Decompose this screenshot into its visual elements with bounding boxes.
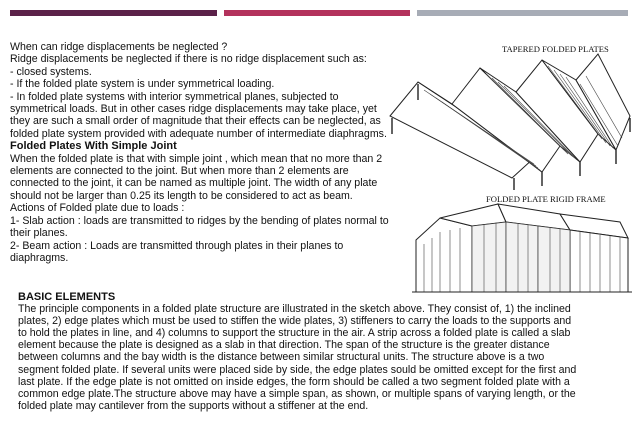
header-bar-middle [224,10,410,16]
tapered-folded-plates-caption: TAPERED FOLDED PLATES [502,44,609,54]
header-bar-right [417,10,628,16]
text-line: they are such a small order of magnitude that their effects can be neglected, as [10,115,381,128]
text-line: Ridge displacements be neglected if there is no ridge displacement such as: [10,53,367,66]
text-line: folded plate may cantilever from the supports without a stiffener at the end. [18,399,369,412]
text-line: last plate. If the edge plate is not omitted on inside edges, the form should be called a two segment folded plate with a [18,375,570,388]
text-line: 2- Beam action : Loads are transmitted through plates in their planes to [10,239,344,252]
text-line: symmetrical loads. But in other cases ridge displacements may take place, yet [10,103,377,116]
simple-joint-heading: Folded Plates With Simple Joint [10,140,177,153]
text-line: to hold the plates in line, and 4) columns to support the structure in the air. A strip across a folded plate is called a slab [18,327,571,340]
text-line: When the folded plate is that with simple joint , which mean that no more than 2 [10,152,383,165]
text-line: elements are connected to the joint. But when more than 2 elements are [10,165,349,178]
ridge-displacement-text [10,41,422,264]
basic-elements-section [18,291,632,412]
text-line: plates, 2) edge plates which must be used to stiffen the wide plates, 3) stiffeners to carry the loads to the supports and [18,315,572,328]
text-line: element because the plate is designed as a slab in that direction. The span of the structure is the greater distance [18,339,550,352]
text-line: common edge plate.The structure above may have a simple span, as shown, or multiple spans of varying length, or the [18,387,576,400]
text-line: When can ridge displacements be neglected ? [10,41,228,53]
text-line: - closed systems. [10,65,92,78]
text-line: connected to the joint, it can be named as multiple joint. The width of any plate [10,177,378,190]
header-bar-left [10,10,217,16]
text-line: Actions of Folded plate due to loads : [10,202,185,215]
text-line: folded plate system provided with adequate number of intermediate diaphragms. [10,127,387,140]
text-line: 1- Slab action : loads are transmitted to ridges by the bending of plates normal to [10,214,389,227]
basic-elements-heading: BASIC ELEMENTS [18,291,116,303]
folded-plate-rigid-frame-caption: FOLDED PLATE RIGID FRAME [486,194,606,204]
text-line: diaphragms. [10,251,69,264]
text-line: between columns and the bay width is the distance between similar structural units. The structure above is a two [18,351,545,364]
text-line: - If the folded plate system is under symmetrical loading. [10,78,275,91]
text-line: their planes. [10,227,68,240]
text-line: - In folded plate systems with interior symmetrical planes, subjected to [10,90,339,103]
text-line: segment folded plate. If several units were placed side by side, the edge plates sould be omitted except for the first and [18,363,577,376]
folded-plate-rigid-frame-figure [410,200,634,294]
text-line: The principle components in a folded plate structure are illustrated in the sketch above. They consist of, 1) the inclined [18,303,571,316]
text-line: should not be larger than 0.25 its length to be considered to act as beam. [10,189,353,202]
tapered-folded-plates-figure [384,46,634,192]
